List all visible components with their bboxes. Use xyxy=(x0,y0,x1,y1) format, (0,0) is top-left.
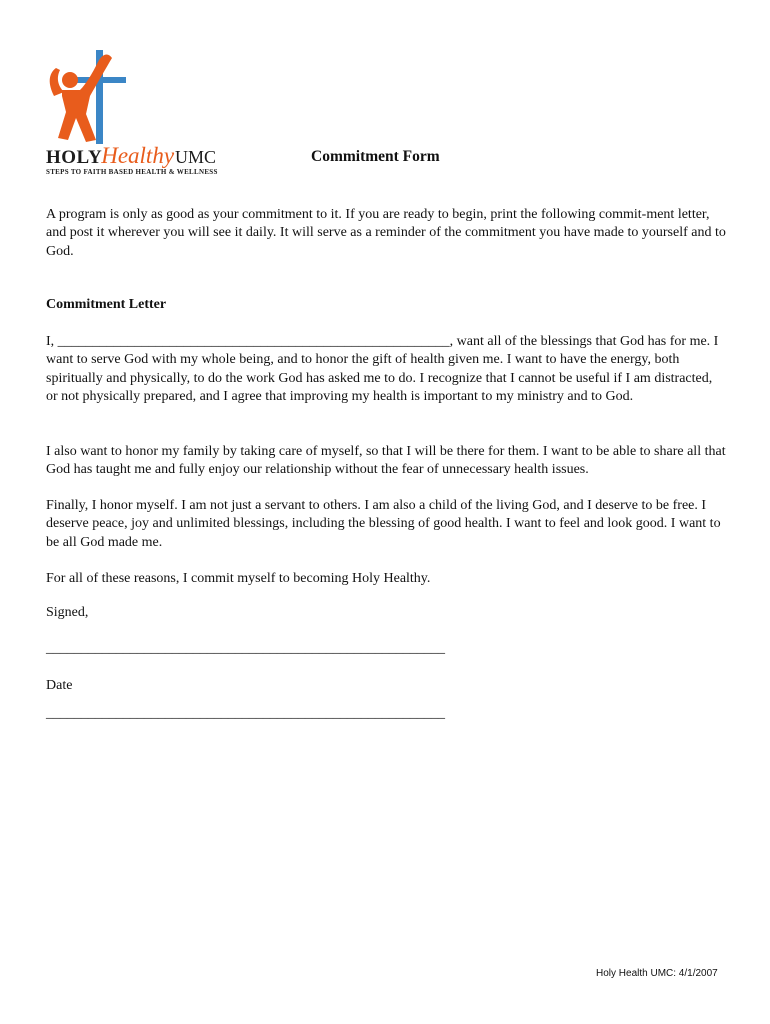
letter-paragraph-3: Finally, I honor myself. I am not just a servant to others. I am also a child of the living God, and I deserve to be free. I deserve peace, joy and unlimited blessings, including the blessing of good health. I want to feel and look good. I want to be all God made me. xyxy=(46,498,721,550)
cross-figure-icon xyxy=(40,44,240,144)
date-line[interactable]: _________________________________________________________ xyxy=(46,706,445,721)
page-title: Commitment Form xyxy=(311,148,440,165)
letter-paragraph-4: For all of these reasons, I commit myself to becoming Holy Healthy. xyxy=(46,571,431,586)
signature-line[interactable]: _________________________________________________________ xyxy=(46,641,445,656)
logo-tagline: STEPS TO FAITH BASED HEALTH & WELLNESS xyxy=(46,168,218,176)
letter-paragraph-2: I also want to honor my family by taking care of myself, so that I will be there for them. I want to be able to share all that God has taught me and fully enjoy our relationship without the fear of unnecessary health issues. xyxy=(46,444,726,478)
letter-paragraph-1: I, ________________________________________________________, want all of the blessings that God has for me. I want to serve God with my whole being, and to honor the gift of health given me. I want to have the energy, both spiritually and physically, to do the work God has asked me to do. I recognize that I cannot be useful if I am distracted, or not physically prepared, and I agree that improving my health is important to my ministry and to God. xyxy=(46,334,719,404)
letter-heading: Commitment Letter xyxy=(46,297,167,312)
date-label: Date xyxy=(46,678,73,693)
logo-umc-text: UMC xyxy=(175,147,217,167)
footer-text: Holy Health UMC: 4/1/2007 xyxy=(596,968,718,979)
signed-label: Signed, xyxy=(46,605,89,620)
logo-holy-text: HOLY xyxy=(46,147,103,168)
holy-healthy-logo xyxy=(40,44,240,180)
logo-wordmark xyxy=(46,144,216,167)
logo-healthy-text: Healthy xyxy=(101,143,175,168)
intro-paragraph: A program is only as good as your commitment to it. If you are ready to begin, print the following commit-ment letter, and post it wherever you will see it daily. It will serve as a reminder of the commitment you have made to yourself and to God. xyxy=(46,207,726,259)
